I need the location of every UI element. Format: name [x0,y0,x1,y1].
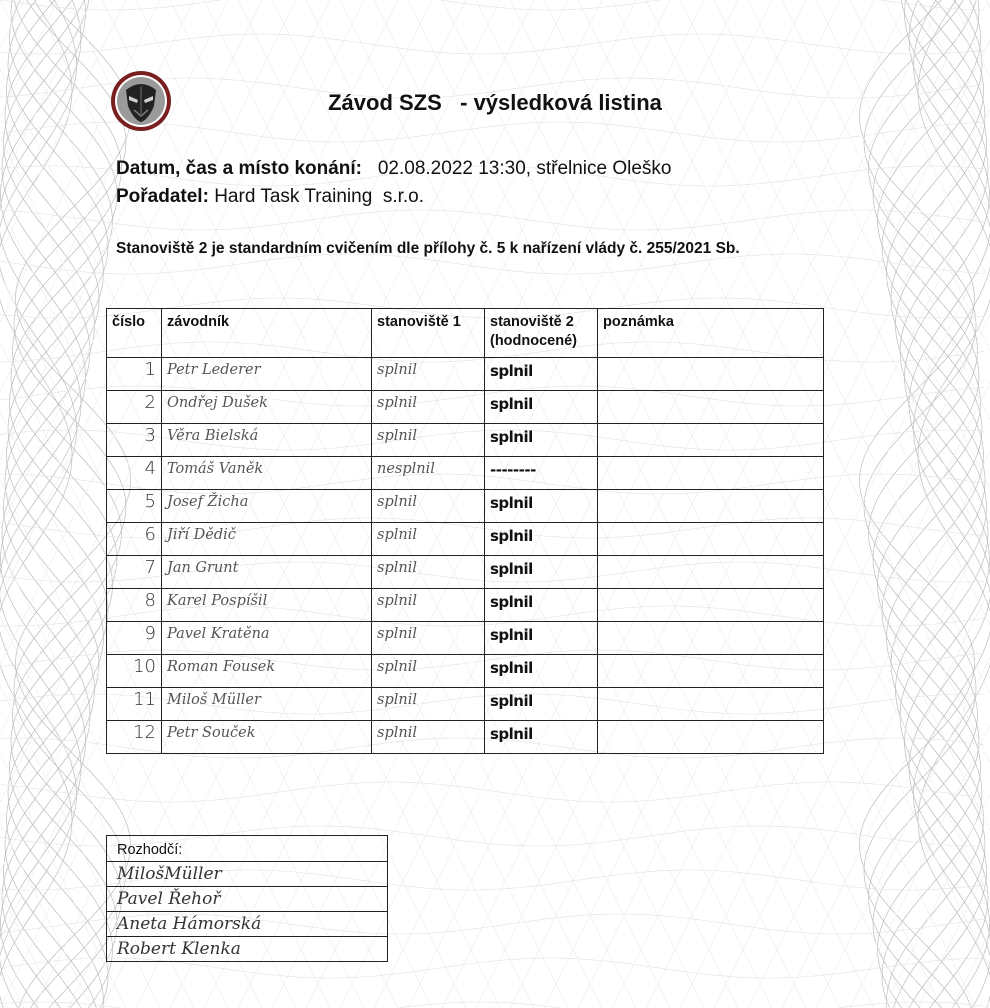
row-competitor-name: Jiří Dědič [162,523,372,556]
row-remark [598,721,824,754]
row-number: 12 [107,721,162,754]
row-competitor-name: Věra Bielská [162,424,372,457]
row-station2-result: splnil [485,556,598,589]
organizer-value: Hard Task Training s.r.o. [214,186,425,207]
header-number: číslo [107,309,162,358]
row-remark [598,424,824,457]
judge-signature: Robert Klenka [107,937,388,962]
header-competitor: závodník [162,309,372,358]
judges-table [106,835,388,962]
table-row [107,424,824,457]
row-remark [598,556,824,589]
row-competitor-name: Roman Fousek [162,655,372,688]
title-sub: - výsledková listina [460,90,662,115]
row-station1-result: splnil [372,391,485,424]
judges-label: Rozhodčí: [107,836,388,862]
row-competitor-name: Miloš Müller [162,688,372,721]
row-remark [598,589,824,622]
organizer-line [116,183,672,211]
row-number: 1 [107,358,162,391]
table-row [107,391,824,424]
date-line [116,155,672,183]
row-station2-result: splnil [485,490,598,523]
row-station1-result: splnil [372,589,485,622]
row-number: 9 [107,622,162,655]
header-station2-line1: stanoviště 2 [490,314,574,330]
row-station2-result: splnil [485,589,598,622]
row-number: 4 [107,457,162,490]
event-info [116,155,672,211]
date-value: 02.08.2022 13:30, střelnice Oleško [377,158,672,179]
organizer-label: Pořadatel: [116,186,209,207]
judge-row [107,937,388,962]
row-remark [598,655,824,688]
row-number: 2 [107,391,162,424]
row-station1-result: splnil [372,523,485,556]
row-station1-result: splnil [372,424,485,457]
station-note: Stanoviště 2 je standardním cvičením dle přílohy č. 5 k nařízení vlády č. 255/2021 Sb. [116,240,740,257]
header-station1: stanoviště 1 [372,309,485,358]
row-station1-result: splnil [372,688,485,721]
row-station2-result: splnil [485,523,598,556]
table-row [107,490,824,523]
table-row [107,358,824,391]
row-competitor-name: Ondřej Dušek [162,391,372,424]
row-station2-result: splnil [485,391,598,424]
table-row [107,721,824,754]
judge-row [107,912,388,937]
row-competitor-name: Pavel Kratěna [162,622,372,655]
row-number: 10 [107,655,162,688]
row-competitor-name: Petr Souček [162,721,372,754]
table-row [107,622,824,655]
title-main: Závod SZS [328,90,442,115]
row-station2-result: -------- [485,457,598,490]
row-station2-result: splnil [485,358,598,391]
row-station2-result: splnil [485,424,598,457]
row-remark [598,622,824,655]
row-station2-result: splnil [485,688,598,721]
row-number: 5 [107,490,162,523]
row-number: 3 [107,424,162,457]
row-competitor-name: Petr Lederer [162,358,372,391]
row-competitor-name: Karel Pospíšil [162,589,372,622]
row-station1-result: splnil [372,622,485,655]
row-number: 6 [107,523,162,556]
row-number: 11 [107,688,162,721]
row-remark [598,457,824,490]
row-remark [598,490,824,523]
row-remark [598,688,824,721]
row-station1-result: nesplnil [372,457,485,490]
judge-signature: Pavel Řehoř [107,887,388,912]
results-header-row [107,309,824,358]
date-label: Datum, čas a místo konání: [116,158,363,179]
judges-header-row [107,836,388,862]
row-station1-result: splnil [372,655,485,688]
table-row [107,655,824,688]
judge-row [107,862,388,887]
row-remark [598,358,824,391]
document-title [0,90,990,116]
table-row [107,457,824,490]
row-remark [598,523,824,556]
row-remark [598,391,824,424]
table-row [107,556,824,589]
row-competitor-name: Tomáš Vaněk [162,457,372,490]
header-station2 [485,309,598,358]
row-station1-result: splnil [372,490,485,523]
row-station1-result: splnil [372,556,485,589]
table-row [107,688,824,721]
header-station2-line2: (hodnocené) [490,333,577,349]
header-remark: poznámka [598,309,824,358]
judge-row [107,887,388,912]
row-station1-result: splnil [372,358,485,391]
row-competitor-name: Jan Grunt [162,556,372,589]
row-number: 8 [107,589,162,622]
judge-signature: Aneta Hámorská [107,912,388,937]
row-station2-result: splnil [485,721,598,754]
results-table [106,308,824,754]
row-number: 7 [107,556,162,589]
row-competitor-name: Josef Žicha [162,490,372,523]
table-row [107,589,824,622]
table-row [107,523,824,556]
judge-signature: MilošMüller [107,862,388,887]
row-station2-result: splnil [485,622,598,655]
row-station1-result: splnil [372,721,485,754]
row-station2-result: splnil [485,655,598,688]
